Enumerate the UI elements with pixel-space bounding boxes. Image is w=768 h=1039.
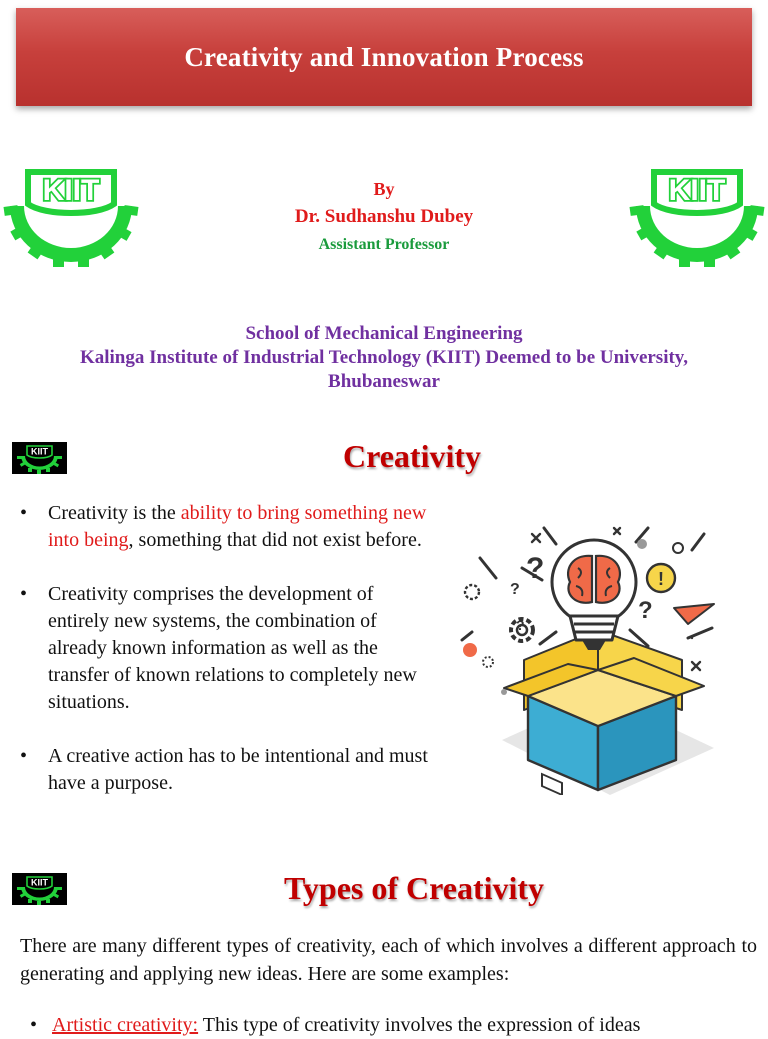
creativity-bullets	[18, 500, 436, 824]
svg-text:?: ?	[510, 581, 520, 598]
svg-text:?: ?	[526, 552, 545, 585]
svg-text:KIIT: KIIT	[31, 446, 48, 457]
title-banner	[16, 8, 752, 106]
kiit-mini-logo	[12, 442, 67, 474]
presentation-title: Creativity and Innovation Process	[184, 41, 584, 72]
creativity-heading: Creativity	[342, 438, 482, 474]
author-block	[230, 176, 538, 258]
svg-text:KIIT: KIIT	[668, 174, 726, 207]
kiit-logo-right	[628, 158, 766, 268]
affiliation-block	[0, 322, 768, 394]
types-heading: Types of Creativity	[283, 870, 545, 906]
svg-text:KIIT: KIIT	[31, 877, 48, 888]
school-name: School of Mechanical Engineering	[245, 323, 523, 344]
by-label: By	[373, 179, 395, 199]
kiit-mini-logo-2	[12, 873, 67, 905]
bullet-item: • A creative action has to be intentional and must have a purpose.	[18, 743, 436, 797]
highlight-text: ability to bring something new into being	[48, 502, 427, 551]
svg-text:?: ?	[638, 597, 653, 624]
kiit-logo-left	[2, 158, 140, 268]
svg-text:KIIT: KIIT	[42, 174, 100, 207]
artistic-term: Artistic creativity:	[52, 1014, 199, 1036]
svg-text:!: !	[658, 569, 664, 589]
institute-line-2: Bhubaneswar	[328, 371, 440, 392]
bullet-item: • Creativity comprises the development of entirely new systems, the combination of already known information as well as the transfer of known relations to completely new situations.	[18, 581, 436, 716]
bullet-item: • Creativity is the ability to bring something new into being, something that did not exist before.	[18, 500, 436, 554]
author-name: Dr. Sudhanshu Dubey	[294, 206, 474, 227]
first-type-item: • Artistic creativity: This type of creativity involves the expression of ideas	[30, 1014, 641, 1036]
types-intro: There are many different types of creativity, each of which involves a different approach to generating and applying new ideas. Here are some examples:	[20, 935, 757, 985]
svg-text:?: ?	[516, 617, 525, 633]
idea-box-illustration	[452, 520, 728, 795]
institute-line-1: Kalinga Institute of Industrial Technology (KIIT) Deemed to be University,	[79, 347, 689, 368]
author-role: Assistant Professor	[318, 236, 450, 253]
